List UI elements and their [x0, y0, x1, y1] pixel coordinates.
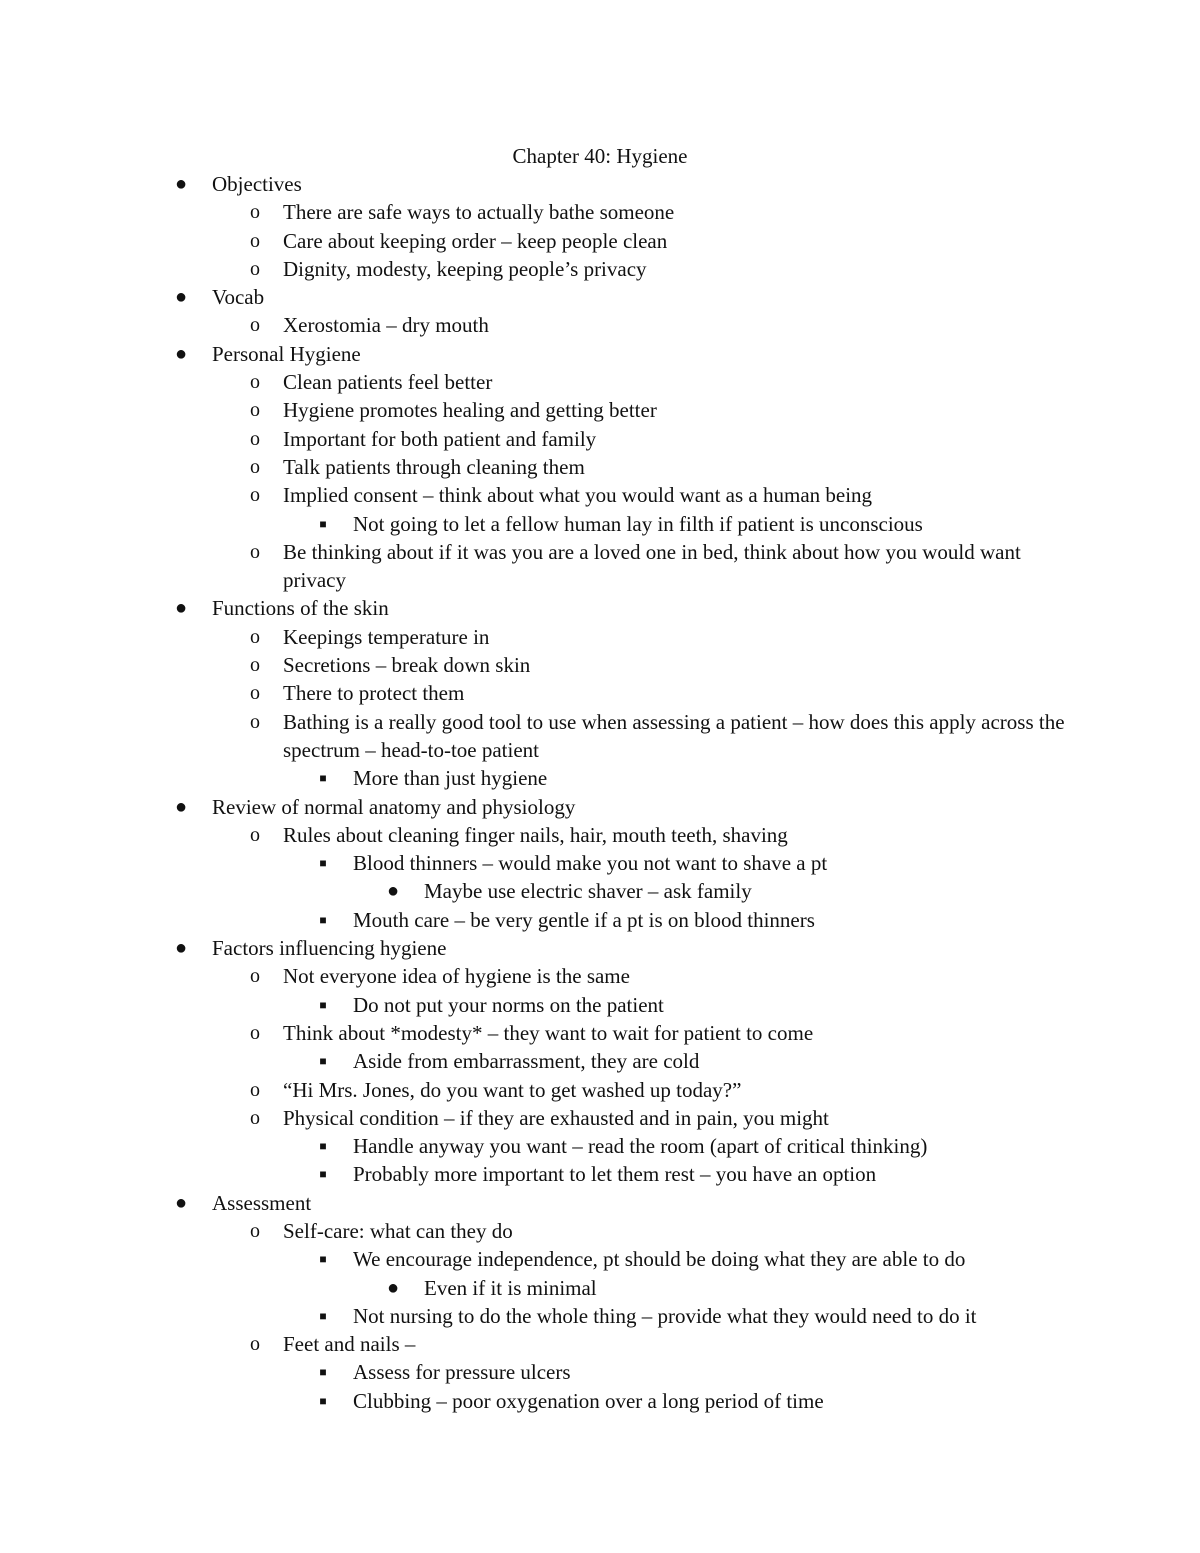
outline-item-text: Mouth care – be very gentle if a pt is on blood thinners — [353, 907, 815, 932]
outline-item-text: Objectives — [212, 172, 302, 196]
outline-item-text: Hygiene promotes healing and getting better — [283, 398, 657, 423]
outline-item-level-3 — [0, 1047, 1200, 1075]
outline-item-text: Keepings temperature in — [283, 624, 490, 649]
outline-item-level-3 — [0, 1358, 1200, 1386]
outline-item-level-2 — [0, 311, 1200, 339]
bullet-marker: o — [250, 455, 260, 478]
outline-item-text: Personal Hygiene — [212, 341, 361, 366]
bullet-marker: ● — [174, 937, 188, 960]
outline-item-text: Assess for pressure ulcers — [353, 1360, 571, 1385]
outline-item-text: Self-care: what can they do — [283, 1218, 513, 1243]
bullet-marker: o — [250, 965, 260, 988]
bullet-marker: ● — [174, 597, 188, 620]
bullet-marker: ■ — [319, 1393, 327, 1408]
bullet-marker: o — [250, 229, 260, 252]
bullet-marker: o — [250, 1219, 260, 1242]
outline-item-level-4 — [0, 1274, 1200, 1302]
outline-item-level-1 — [0, 934, 1200, 962]
outline-item-level-2 — [0, 1019, 1200, 1047]
outline-item-text: Dignity, modesty, keeping people’s privacy — [283, 256, 647, 281]
outline-item-text: Blood thinners – would make you not want to shave a pt — [353, 851, 828, 876]
bullet-marker: ● — [386, 1276, 400, 1299]
bullet-marker: o — [250, 371, 260, 394]
bullet-marker: ● — [174, 173, 188, 195]
outline-item-level-1 — [0, 283, 1200, 311]
outline-item-level-2 — [0, 396, 1200, 424]
bullet-marker: ■ — [319, 856, 327, 871]
outline-item-level-2 — [0, 651, 1200, 679]
outline-item-level-3 — [0, 1160, 1200, 1188]
outline-item-level-2 — [0, 962, 1200, 990]
outline-item-level-3 — [0, 1245, 1200, 1273]
outline-item-text: Implied consent – think about what you would want as a human being — [283, 483, 873, 508]
outline-item-text: Factors influencing hygiene — [212, 936, 447, 961]
outline-item-text: Handle anyway you want – read the room (apart of critical thinking) — [353, 1134, 928, 1159]
outline-item-level-2 — [0, 481, 1200, 509]
outline-item-text: Rules about cleaning finger nails, hair, mouth teeth, shaving — [283, 822, 788, 847]
bullet-marker: o — [250, 484, 260, 507]
bullet-marker: ■ — [319, 1252, 327, 1267]
outline-item-level-2 — [0, 821, 1200, 849]
outline-item-level-2 — [0, 1217, 1200, 1245]
outline-item-level-2 — [0, 453, 1200, 481]
bullet-marker: o — [250, 1333, 260, 1356]
bullet-marker: o — [250, 540, 260, 563]
outline-item-text: Clubbing – poor oxygenation over a long period of time — [353, 1388, 824, 1413]
outline-item-text: “Hi Mrs. Jones, do you want to get washed up today?” — [283, 1077, 742, 1102]
outline-item-level-4 — [0, 877, 1200, 905]
outline-item-text: Think about *modesty* – they want to wait for patient to come — [283, 1020, 814, 1045]
bullet-marker: ■ — [319, 1308, 327, 1323]
outline-item-text: Important for both patient and family — [283, 426, 597, 451]
outline-item-level-1 — [0, 594, 1200, 622]
outline-item-level-2 — [0, 425, 1200, 453]
outline-item-level-2 — [0, 368, 1200, 396]
bullet-marker: o — [250, 427, 260, 450]
outline-item-level-2 — [0, 623, 1200, 651]
outline-item-text: Care about keeping order – keep people clean — [283, 228, 668, 253]
bullet-marker: ■ — [319, 1054, 327, 1069]
outline-item-text: Aside from embarrassment, they are cold — [353, 1049, 700, 1074]
outline-list — [0, 170, 1200, 1415]
outline-item-text: Xerostomia – dry mouth — [283, 313, 489, 338]
outline-item-text: Maybe use electric shaver – ask family — [424, 879, 752, 904]
outline-item-text: Functions of the skin — [212, 596, 389, 621]
outline-item-text: Clean patients feel better — [283, 370, 493, 395]
outline-item-level-1 — [0, 340, 1200, 368]
bullet-marker: o — [250, 654, 260, 677]
outline-item-level-3 — [0, 510, 1200, 538]
outline-item-level-3 — [0, 764, 1200, 792]
outline-item-text: Not nursing to do the whole thing – provide what they would need to do it — [353, 1303, 977, 1328]
outline-item-text: Assessment — [212, 1190, 312, 1215]
outline-item-text: Physical condition – if they are exhausted and in pain, you might — [283, 1105, 829, 1130]
outline-item-level-2 — [0, 255, 1200, 283]
outline-item-text: Feet and nails – — [283, 1332, 416, 1357]
bullet-marker: ■ — [319, 912, 327, 927]
outline-item-level-2 — [0, 198, 1200, 226]
bullet-marker: o — [250, 257, 260, 280]
bullet-marker: o — [250, 1106, 260, 1129]
bullet-marker: ● — [174, 795, 188, 818]
bullet-marker: ■ — [319, 1139, 327, 1154]
outline-item-text: We encourage independence, pt should be doing what they are able to do — [353, 1247, 966, 1272]
bullet-marker: o — [250, 399, 260, 422]
outline-item-text: Even if it is minimal — [424, 1275, 597, 1300]
bullet-marker: ■ — [319, 1167, 327, 1182]
bullet-marker: ■ — [319, 1365, 327, 1380]
outline-item-level-1 — [0, 170, 1200, 198]
bullet-marker: o — [250, 1078, 260, 1101]
bullet-marker: ■ — [319, 516, 327, 531]
bullet-marker: o — [250, 201, 260, 224]
outline-item-level-3 — [0, 1132, 1200, 1160]
outline-item-text: Bathing is a really good tool to use when assessing a patient – how does this apply across the spectrum – head-to-toe patient — [283, 709, 1065, 762]
outline-item-level-3 — [0, 906, 1200, 934]
outline-item-level-2 — [0, 1076, 1200, 1104]
outline-item-text: Talk patients through cleaning them — [283, 454, 585, 479]
outline-item-text: There to protect them — [283, 681, 465, 706]
outline-item-level-2 — [0, 1104, 1200, 1132]
outline-item-text: Secretions – break down skin — [283, 653, 531, 678]
bullet-marker: ● — [174, 342, 188, 365]
bullet-marker: ● — [174, 286, 188, 309]
outline-item-level-3 — [0, 1302, 1200, 1330]
bullet-marker: ● — [386, 880, 400, 903]
outline-item-text: Probably more important to let them rest – you have an option — [353, 1162, 877, 1187]
outline-item-level-2 — [0, 1330, 1200, 1358]
outline-item-text: Vocab — [212, 285, 265, 310]
outline-item-text: Be thinking about if it was you are a loved one in bed, think about how you would want privacy — [283, 539, 1021, 593]
bullet-marker: o — [250, 314, 260, 337]
bullet-marker: o — [250, 823, 260, 846]
outline-item-text: Not going to let a fellow human lay in filth if patient is unconscious — [353, 511, 923, 536]
outline-item-level-2 — [0, 227, 1200, 255]
outline-item-level-3 — [0, 991, 1200, 1019]
outline-item-text: Review of normal anatomy and physiology — [212, 794, 576, 819]
bullet-marker: o — [250, 710, 260, 733]
outline-item-text: Do not put your norms on the patient — [353, 992, 664, 1017]
outline-item-level-2 — [0, 708, 1200, 765]
bullet-marker: ● — [174, 1191, 188, 1214]
page-title: Chapter 40: Hygiene — [512, 144, 688, 168]
bullet-marker: o — [250, 682, 260, 705]
bullet-marker: o — [250, 1021, 260, 1044]
outline-item-level-3 — [0, 849, 1200, 877]
bullet-marker: ■ — [319, 997, 327, 1012]
outline-item-level-1 — [0, 793, 1200, 821]
outline-item-level-1 — [0, 1189, 1200, 1217]
bullet-marker: ■ — [319, 771, 327, 786]
outline-item-text: There are safe ways to actually bathe someone — [283, 200, 675, 225]
outline-item-level-2 — [0, 679, 1200, 707]
outline-item-text: More than just hygiene — [353, 766, 548, 791]
outline-item-text: Not everyone idea of hygiene is the same — [283, 964, 630, 989]
outline-item-level-3 — [0, 1387, 1200, 1415]
bullet-marker: o — [250, 625, 260, 648]
outline-item-level-2 — [0, 538, 1200, 595]
